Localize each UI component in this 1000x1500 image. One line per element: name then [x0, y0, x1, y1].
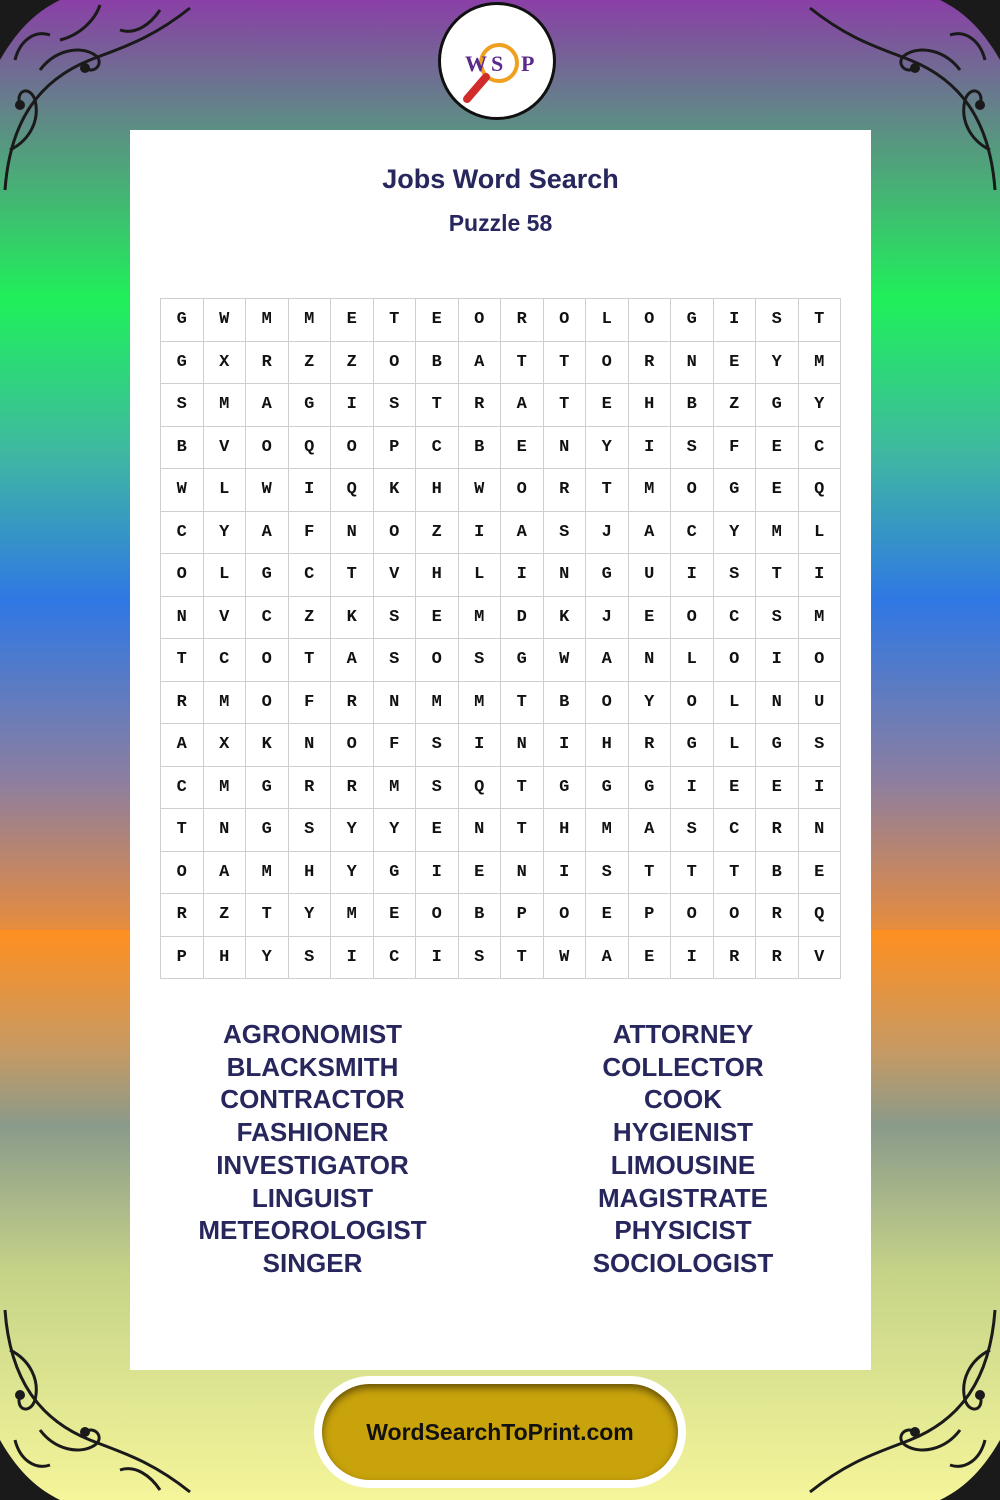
grid-cell[interactable]: C	[289, 554, 332, 597]
grid-cell[interactable]: K	[246, 724, 289, 767]
grid-cell[interactable]: E	[331, 299, 374, 342]
grid-cell[interactable]: O	[459, 299, 502, 342]
word-list-item: LIMOUSINE	[610, 1149, 756, 1180]
grid-cell[interactable]: O	[671, 682, 714, 725]
logo-letter-s: S	[491, 51, 504, 76]
grid-cell[interactable]: L	[714, 724, 757, 767]
grid-cell[interactable]: S	[799, 724, 842, 767]
grid-cell[interactable]: N	[501, 724, 544, 767]
grid-cell[interactable]: N	[161, 597, 204, 640]
grid-cell[interactable]: R	[161, 682, 204, 725]
grid-cell[interactable]: T	[671, 852, 714, 895]
grid-cell[interactable]: M	[246, 299, 289, 342]
grid-cell[interactable]: T	[161, 639, 204, 682]
grid-cell[interactable]: E	[756, 767, 799, 810]
grid-cell[interactable]: O	[714, 639, 757, 682]
grid-cell[interactable]: A	[629, 809, 672, 852]
grid-cell[interactable]: I	[799, 767, 842, 810]
grid-cell[interactable]: I	[459, 724, 502, 767]
grid-cell[interactable]: M	[459, 597, 502, 640]
grid-cell[interactable]: H	[544, 809, 587, 852]
word-list-item: CONTRACTOR	[220, 1084, 405, 1115]
grid-cell[interactable]: G	[374, 852, 417, 895]
grid-cell[interactable]: Y	[756, 342, 799, 385]
grid-cell[interactable]: Z	[331, 342, 374, 385]
grid-cell[interactable]: B	[416, 342, 459, 385]
grid-cell[interactable]: Q	[799, 894, 842, 937]
grid-cell[interactable]: O	[246, 427, 289, 470]
grid-cell[interactable]: E	[714, 767, 757, 810]
grid-cell[interactable]: W	[544, 937, 587, 980]
grid-cell[interactable]: I	[501, 554, 544, 597]
grid-cell[interactable]: B	[544, 682, 587, 725]
grid-cell[interactable]: W	[204, 299, 247, 342]
grid-cell[interactable]: W	[459, 469, 502, 512]
word-list-item: SOCIOLOGIST	[592, 1247, 774, 1278]
logo-letter-w: W	[465, 51, 487, 76]
grid-cell[interactable]: E	[586, 384, 629, 427]
grid-cell[interactable]: Z	[289, 342, 332, 385]
grid-cell[interactable]: A	[204, 852, 247, 895]
grid-cell[interactable]: L	[714, 682, 757, 725]
grid-cell[interactable]: Y	[374, 809, 417, 852]
grid-cell[interactable]: S	[374, 639, 417, 682]
grid-cell[interactable]: G	[629, 767, 672, 810]
grid-cell[interactable]: B	[671, 384, 714, 427]
grid-cell[interactable]: K	[374, 469, 417, 512]
grid-cell[interactable]: Z	[204, 894, 247, 937]
word-list-item: LINGUIST	[251, 1182, 374, 1213]
grid-cell[interactable]: M	[289, 299, 332, 342]
grid-cell[interactable]: E	[629, 597, 672, 640]
grid-cell[interactable]: X	[204, 342, 247, 385]
grid-cell[interactable]: O	[374, 512, 417, 555]
word-list-left	[130, 1018, 495, 1280]
grid-cell[interactable]: I	[331, 384, 374, 427]
grid-cell[interactable]: S	[289, 937, 332, 980]
grid-cell[interactable]: G	[246, 554, 289, 597]
grid-cell[interactable]: I	[416, 937, 459, 980]
grid-cell[interactable]: O	[416, 639, 459, 682]
grid-cell[interactable]: I	[671, 937, 714, 980]
grid-cell[interactable]: F	[289, 682, 332, 725]
grid-cell[interactable]: F	[374, 724, 417, 767]
grid-cell[interactable]: I	[544, 852, 587, 895]
grid-cell[interactable]: G	[586, 767, 629, 810]
grid-cell[interactable]: L	[204, 554, 247, 597]
grid-cell[interactable]: O	[586, 682, 629, 725]
grid-cell[interactable]: N	[629, 639, 672, 682]
grid-cell[interactable]: L	[671, 639, 714, 682]
grid-cell[interactable]: Y	[331, 809, 374, 852]
grid-cell[interactable]: A	[161, 724, 204, 767]
grid-cell[interactable]: S	[374, 597, 417, 640]
grid-cell[interactable]: I	[714, 299, 757, 342]
grid-cell[interactable]: N	[204, 809, 247, 852]
grid-cell[interactable]: I	[416, 852, 459, 895]
grid-cell[interactable]: O	[331, 724, 374, 767]
grid-cell[interactable]: N	[799, 809, 842, 852]
grid-cell[interactable]: N	[331, 512, 374, 555]
site-link-label: WordSearchToPrint.com	[366, 1418, 634, 1445]
word-list-item: METEOROLOGIST	[198, 1215, 427, 1246]
grid-cell[interactable]: G	[246, 809, 289, 852]
grid-cell[interactable]: L	[459, 554, 502, 597]
grid-cell[interactable]: R	[756, 937, 799, 980]
grid-cell[interactable]: Z	[416, 512, 459, 555]
grid-cell[interactable]: G	[544, 767, 587, 810]
grid-cell[interactable]: S	[161, 384, 204, 427]
grid-cell[interactable]: N	[501, 852, 544, 895]
grid-cell[interactable]: E	[756, 469, 799, 512]
grid-cell[interactable]: T	[416, 384, 459, 427]
grid-cell[interactable]: A	[586, 937, 629, 980]
grid-cell[interactable]: C	[161, 512, 204, 555]
word-list-item: COOK	[644, 1084, 722, 1115]
grid-cell[interactable]: H	[416, 554, 459, 597]
word-list-item: MAGISTRATE	[598, 1182, 768, 1213]
grid-cell[interactable]: R	[289, 767, 332, 810]
grid-cell[interactable]: U	[629, 554, 672, 597]
grid-cell[interactable]: Q	[799, 469, 842, 512]
grid-cell[interactable]: T	[161, 809, 204, 852]
grid-cell[interactable]: F	[714, 427, 757, 470]
grid-cell[interactable]: I	[629, 427, 672, 470]
grid-cell[interactable]: G	[756, 384, 799, 427]
grid-cell[interactable]: Y	[289, 894, 332, 937]
grid-cell[interactable]: R	[246, 342, 289, 385]
word-list-item: HYGIENIST	[612, 1117, 754, 1148]
grid-cell[interactable]: E	[374, 894, 417, 937]
grid-cell[interactable]: R	[161, 894, 204, 937]
grid-cell[interactable]: G	[714, 469, 757, 512]
grid-cell[interactable]: R	[629, 724, 672, 767]
grid-cell[interactable]: T	[544, 384, 587, 427]
grid-cell[interactable]: O	[374, 342, 417, 385]
grid-cell[interactable]: Y	[586, 427, 629, 470]
grid-cell[interactable]: T	[501, 767, 544, 810]
grid-cell[interactable]: N	[374, 682, 417, 725]
grid-cell[interactable]: V	[204, 597, 247, 640]
grid-cell[interactable]: M	[586, 809, 629, 852]
grid-cell[interactable]: S	[714, 554, 757, 597]
grid-cell[interactable]: G	[161, 342, 204, 385]
grid-cell[interactable]: I	[756, 639, 799, 682]
grid-cell[interactable]: S	[756, 299, 799, 342]
grid-cell[interactable]: G	[756, 724, 799, 767]
grid-cell[interactable]: B	[459, 894, 502, 937]
grid-cell[interactable]: M	[459, 682, 502, 725]
grid-cell[interactable]: L	[799, 512, 842, 555]
grid-cell[interactable]: N	[544, 554, 587, 597]
grid-cell[interactable]: S	[416, 724, 459, 767]
grid-cell[interactable]: R	[459, 384, 502, 427]
grid-cell[interactable]: O	[246, 639, 289, 682]
grid-cell[interactable]: O	[416, 894, 459, 937]
grid-cell[interactable]: S	[544, 512, 587, 555]
grid-cell[interactable]: H	[204, 937, 247, 980]
puzzle-card	[130, 130, 871, 1370]
grid-cell[interactable]: A	[331, 639, 374, 682]
grid-cell[interactable]: B	[756, 852, 799, 895]
puzzle-number: Puzzle 58	[448, 210, 553, 236]
grid-cell[interactable]: O	[629, 299, 672, 342]
grid-cell[interactable]: N	[459, 809, 502, 852]
grid-cell[interactable]: G	[671, 299, 714, 342]
grid-cell[interactable]: R	[544, 469, 587, 512]
grid-cell[interactable]: T	[289, 639, 332, 682]
grid-cell[interactable]: H	[586, 724, 629, 767]
grid-cell[interactable]: T	[331, 554, 374, 597]
grid-cell[interactable]: M	[416, 682, 459, 725]
grid-cell[interactable]: R	[501, 299, 544, 342]
grid-cell[interactable]: R	[331, 767, 374, 810]
grid-cell[interactable]: T	[374, 299, 417, 342]
grid-cell[interactable]: V	[799, 937, 842, 980]
grid-cell[interactable]: N	[544, 427, 587, 470]
letter-grid	[160, 298, 841, 979]
grid-cell[interactable]: O	[671, 597, 714, 640]
grid-cell[interactable]: A	[459, 342, 502, 385]
grid-cell[interactable]: C	[374, 937, 417, 980]
grid-cell[interactable]: V	[204, 427, 247, 470]
page-title: Jobs Word Search	[382, 164, 619, 194]
grid-cell[interactable]: E	[799, 852, 842, 895]
grid-cell[interactable]: W	[246, 469, 289, 512]
grid-cell[interactable]: E	[416, 597, 459, 640]
grid-cell[interactable]: W	[161, 469, 204, 512]
grid-cell[interactable]: F	[289, 512, 332, 555]
word-list-item: COLLECTOR	[602, 1051, 764, 1082]
grid-cell[interactable]: T	[501, 809, 544, 852]
grid-cell[interactable]: S	[756, 597, 799, 640]
grid-cell[interactable]: R	[756, 809, 799, 852]
grid-cell[interactable]: O	[161, 852, 204, 895]
grid-cell[interactable]: P	[629, 894, 672, 937]
grid-cell[interactable]: T	[246, 894, 289, 937]
grid-cell[interactable]: O	[671, 894, 714, 937]
grid-cell[interactable]: A	[246, 384, 289, 427]
grid-cell[interactable]: S	[289, 809, 332, 852]
grid-cell[interactable]: T	[756, 554, 799, 597]
grid-cell[interactable]: T	[799, 299, 842, 342]
site-logo[interactable]	[438, 2, 556, 120]
grid-cell[interactable]: Y	[714, 512, 757, 555]
grid-cell[interactable]: W	[544, 639, 587, 682]
grid-cell[interactable]: E	[586, 894, 629, 937]
grid-cell[interactable]: I	[799, 554, 842, 597]
grid-cell[interactable]: E	[756, 427, 799, 470]
grid-cell[interactable]: L	[204, 469, 247, 512]
logo-letter-p: P	[521, 51, 535, 76]
grid-cell[interactable]: M	[204, 767, 247, 810]
grid-cell[interactable]: P	[501, 894, 544, 937]
grid-cell[interactable]: O	[799, 639, 842, 682]
grid-cell[interactable]: S	[671, 427, 714, 470]
grid-cell[interactable]: B	[459, 427, 502, 470]
grid-cell[interactable]: H	[416, 469, 459, 512]
grid-cell[interactable]: C	[246, 597, 289, 640]
grid-cell[interactable]: R	[756, 894, 799, 937]
grid-cell[interactable]: C	[161, 767, 204, 810]
grid-cell[interactable]: T	[501, 682, 544, 725]
grid-cell[interactable]: I	[331, 937, 374, 980]
grid-cell[interactable]: T	[586, 469, 629, 512]
grid-cell[interactable]: E	[714, 342, 757, 385]
grid-cell[interactable]: U	[799, 682, 842, 725]
grid-cell[interactable]: E	[416, 299, 459, 342]
grid-cell[interactable]: M	[331, 894, 374, 937]
grid-cell[interactable]: E	[501, 427, 544, 470]
grid-cell[interactable]: O	[161, 554, 204, 597]
site-link-button[interactable]	[322, 1384, 678, 1480]
grid-cell[interactable]: O	[331, 427, 374, 470]
grid-cell[interactable]: C	[799, 427, 842, 470]
grid-cell[interactable]: A	[586, 639, 629, 682]
grid-cell[interactable]: P	[374, 427, 417, 470]
grid-cell[interactable]: A	[246, 512, 289, 555]
grid-cell[interactable]: Z	[714, 384, 757, 427]
grid-cell[interactable]: S	[374, 384, 417, 427]
grid-cell[interactable]: T	[544, 342, 587, 385]
grid-cell[interactable]: O	[544, 894, 587, 937]
grid-cell[interactable]: Y	[204, 512, 247, 555]
word-list-item: PHYSICIST	[614, 1215, 752, 1246]
grid-cell[interactable]: T	[629, 852, 672, 895]
grid-cell[interactable]: M	[629, 469, 672, 512]
grid-cell[interactable]: E	[416, 809, 459, 852]
grid-cell[interactable]: R	[331, 682, 374, 725]
grid-cell[interactable]: A	[501, 384, 544, 427]
grid-cell[interactable]: S	[416, 767, 459, 810]
grid-cell[interactable]: A	[629, 512, 672, 555]
grid-cell[interactable]: G	[671, 724, 714, 767]
grid-cell[interactable]: C	[416, 427, 459, 470]
grid-cell[interactable]: H	[629, 384, 672, 427]
magnifier-logo-icon	[441, 5, 553, 117]
grid-cell[interactable]: O	[714, 894, 757, 937]
grid-cell[interactable]: I	[289, 469, 332, 512]
grid-cell[interactable]: Q	[459, 767, 502, 810]
grid-cell[interactable]: T	[501, 937, 544, 980]
grid-cell[interactable]: Y	[246, 937, 289, 980]
word-list-item: AGRONOMIST	[222, 1019, 403, 1049]
grid-cell[interactable]: K	[544, 597, 587, 640]
grid-cell[interactable]: S	[586, 852, 629, 895]
word-list-item: FASHIONER	[236, 1117, 389, 1148]
word-list	[130, 1018, 871, 1280]
word-list-item: ATTORNEY	[612, 1019, 754, 1049]
grid-cell[interactable]: O	[246, 682, 289, 725]
grid-cell[interactable]: Y	[629, 682, 672, 725]
word-list-item: BLACKSMITH	[226, 1051, 399, 1082]
grid-cell[interactable]: M	[204, 682, 247, 725]
grid-cell[interactable]: O	[671, 469, 714, 512]
grid-cell[interactable]: X	[204, 724, 247, 767]
grid-cell[interactable]: M	[204, 384, 247, 427]
grid-cell[interactable]: M	[756, 512, 799, 555]
grid-cell[interactable]: I	[671, 554, 714, 597]
grid-cell[interactable]: G	[161, 299, 204, 342]
grid-cell[interactable]: P	[161, 937, 204, 980]
grid-cell[interactable]: I	[459, 512, 502, 555]
grid-cell[interactable]: E	[629, 937, 672, 980]
grid-cell[interactable]: Q	[289, 427, 332, 470]
grid-cell[interactable]: R	[714, 937, 757, 980]
grid-cell[interactable]: B	[161, 427, 204, 470]
grid-cell[interactable]: T	[501, 342, 544, 385]
grid-cell[interactable]: I	[544, 724, 587, 767]
grid-cell[interactable]: R	[629, 342, 672, 385]
grid-cell[interactable]: G	[501, 639, 544, 682]
grid-cell[interactable]: M	[799, 342, 842, 385]
grid-cell[interactable]: M	[246, 852, 289, 895]
grid-cell[interactable]: S	[459, 937, 502, 980]
grid-cell[interactable]: S	[671, 809, 714, 852]
grid-cell[interactable]: N	[671, 342, 714, 385]
grid-cell[interactable]: M	[799, 597, 842, 640]
grid-cell[interactable]: Y	[331, 852, 374, 895]
grid-cell[interactable]: M	[374, 767, 417, 810]
grid-cell[interactable]: L	[586, 299, 629, 342]
word-list-item: SINGER	[262, 1247, 363, 1278]
grid-cell[interactable]: O	[501, 469, 544, 512]
grid-cell[interactable]: N	[756, 682, 799, 725]
grid-cell[interactable]: O	[544, 299, 587, 342]
grid-cell[interactable]: I	[671, 767, 714, 810]
grid-cell[interactable]: V	[374, 554, 417, 597]
grid-cell[interactable]: G	[246, 767, 289, 810]
grid-cell[interactable]: C	[714, 809, 757, 852]
grid-cell[interactable]: K	[331, 597, 374, 640]
grid-cell[interactable]: A	[501, 512, 544, 555]
grid-cell[interactable]: Q	[331, 469, 374, 512]
grid-cell[interactable]: N	[289, 724, 332, 767]
grid-cell[interactable]: J	[586, 597, 629, 640]
grid-cell[interactable]: G	[289, 384, 332, 427]
grid-cell[interactable]: T	[714, 852, 757, 895]
word-list-item: INVESTIGATOR	[216, 1149, 409, 1180]
grid-cell[interactable]: Z	[289, 597, 332, 640]
grid-cell[interactable]: J	[586, 512, 629, 555]
word-list-right	[495, 1018, 871, 1280]
grid-cell[interactable]: C	[671, 512, 714, 555]
grid-cell[interactable]: C	[714, 597, 757, 640]
grid-cell[interactable]: D	[501, 597, 544, 640]
grid-cell[interactable]: G	[586, 554, 629, 597]
grid-cell[interactable]: O	[586, 342, 629, 385]
grid-cell[interactable]: S	[459, 639, 502, 682]
grid-cell[interactable]: H	[289, 852, 332, 895]
grid-cell[interactable]: C	[204, 639, 247, 682]
grid-cell[interactable]: E	[459, 852, 502, 895]
grid-cell[interactable]: Y	[799, 384, 842, 427]
